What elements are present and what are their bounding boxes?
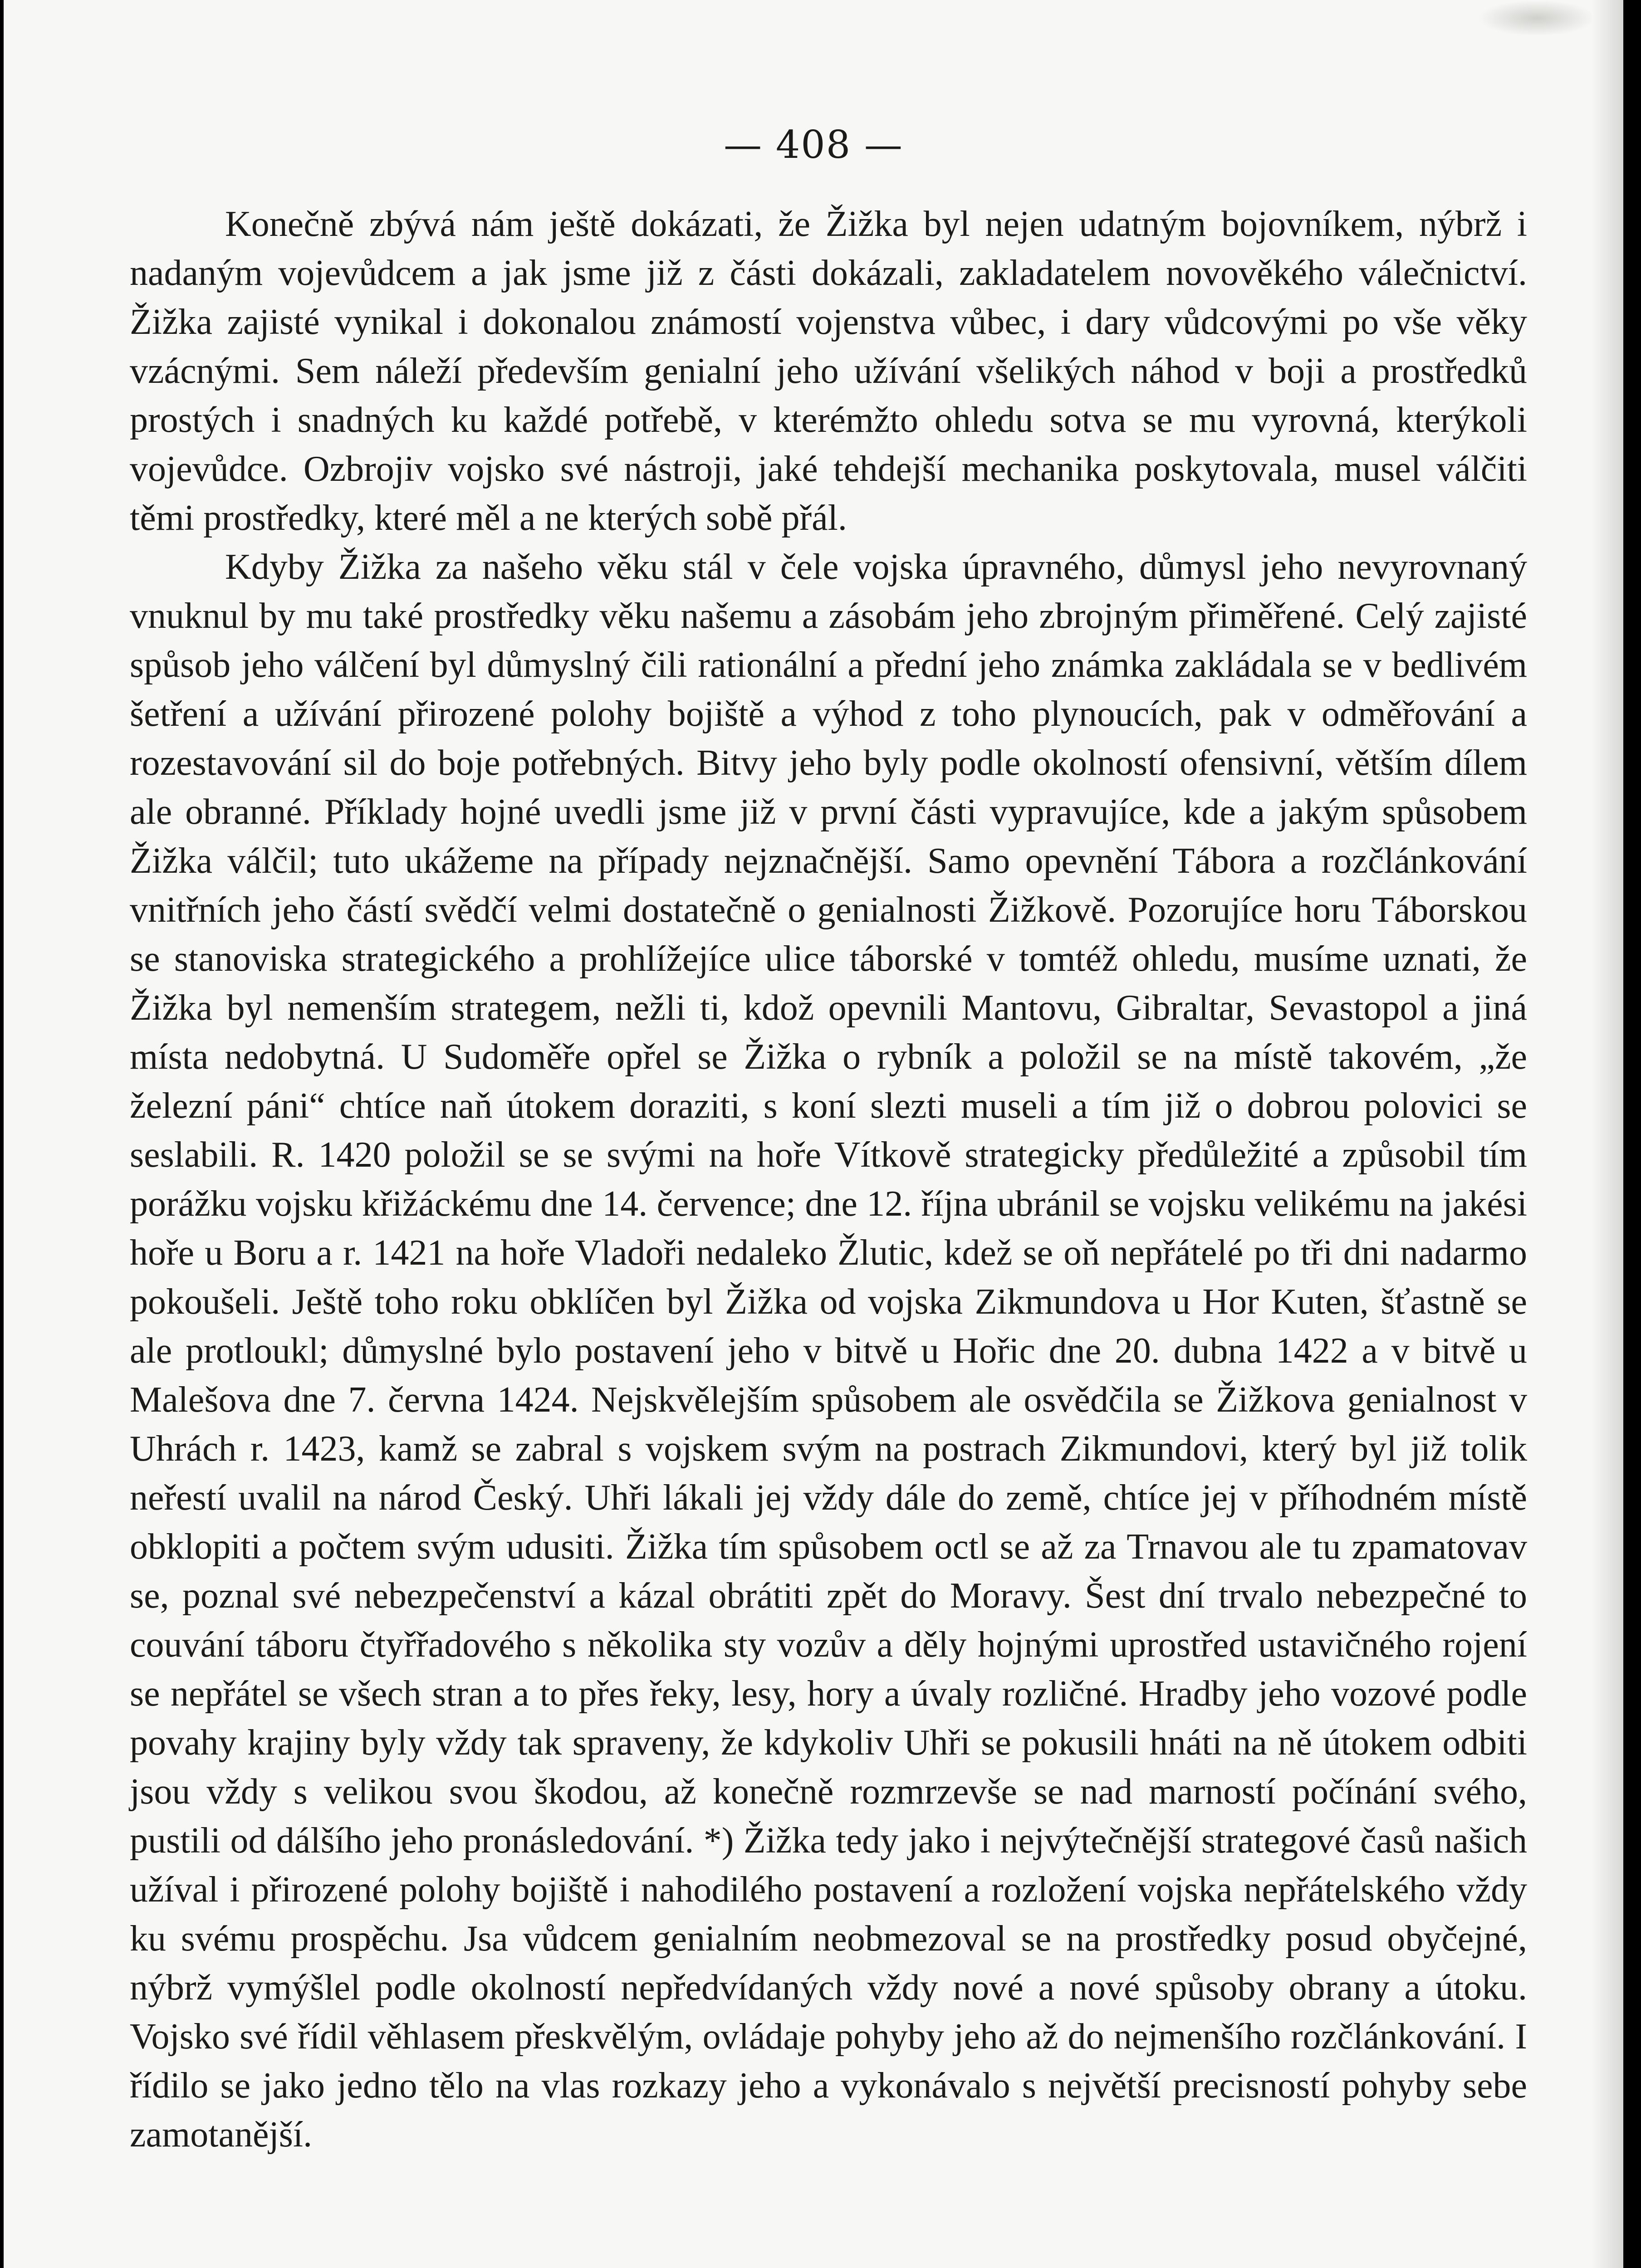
paragraph-2: Kdyby Žižka za našeho věku stál v čele vojska úpravného, důmysl jeho nevyrovnaný vnuknul by mu také prostředky věku našemu a zásobám jeho zbrojným přiměřené. Celý zajisté spůsob jeho válčení byl důmyslný čili rationální a přední jeho známka zakládala se v bedlivém šetření a užívání přirozené polohy bojiště a výhod z toho plynoucích, pak v odměřování a rozestavování sil do boje potřebných. Bitvy jeho byly podle okolností ofensivní, větším dílem ale obranné. Příklady hojné uvedli jsme již v první části vypravujíce, kde a jakým spůsobem Žižka válčil; tuto ukážeme na případy nejznačnější. Samo opevnění Tábora a rozčlánkování vnitřních jeho částí svědčí velmi dostatečně o genialnosti Žižkově. Pozorujíce horu Táborskou se stanoviska strategického a prohlížejíce ulice táborské v tomtéž ohledu, musíme uznati, že Žižka byl nemenším strategem, nežli ti, kdož opevnili Mantovu, Gibraltar, Sevastopol a jiná místa nedobytná. U Sudoměře opřel se Žižka o rybník a položil se na místě takovém, „že železní páni“ chtíce naň útokem doraziti, s koní slezti museli a tím již o dobrou polovici se seslabili. R. 1420 položil se se svými na hoře Vítkově strategicky předůležité a způsobil tím porážku vojsku křižáckému dne 14. července; dne 12. října ubránil se vojsku velikému na jakési hoře u Boru a r. 1421 na hoře Vladoři nedaleko Žlutic, kdež se oň nepřátelé po tři dni nadarmo pokoušeli. Ještě toho roku obklíčen byl Žižka od vojska Zikmundova u Hor Kuten, šťastně se ale protloukl; důmyslné bylo postavení jeho v bitvě u Hořic dne 20. dubna 1422 a v bitvě u Malešova dne 7. června 1424. Nejskvělejším spůsobem ale osvědčila se Žižkova genialnost v Uhrách r. 1423, kamž se zabral s vojskem svým na postrach Zikmundovi, který byl již tolik neřestí uvalil na národ Český. Uhři lákali jej vždy dále do země, chtíce jej v příhodném místě obklopiti a počtem svým udusiti. Žižka tím spůsobem octl se až za Trnavou ale tu zpamatovav se, poznal své nebezpečenství a kázal obrátiti zpět do Moravy. Šest dní trvalo nebezpečné to couvání táboru čtyřřadového s několika sty vozův a děly hojnými uprostřed ustavičného rojení se nepřátel se všech stran a to přes řeky, lesy, hory a úvaly rozličné. Hradby jeho vozové podle povahy krajiny byly vždy tak spraveny, že kdykoliv Uhři se pokusili hnáti na ně útokem odbiti jsou vždy s velikou svou škodou, až konečně rozmrzevše se nad marností počínání svého, pustili od dálšího jeho pronásledování. *) Žižka tedy jako i nejvýtečnější strategové časů našich užíval i přirozené polohy bojiště i nahodilého postavení a rozložení vojska nepřátelského vždy ku svému prospěchu. Jsa vůdcem genialním neobmezoval se na prostředky posud obyčejné, nýbrž vymýšlel podle okolností nepředvídaných vždy nové a nové spůsoby obrany a útoku. Vojsko své řídil věhlasem přeskvělým, ovládaje pohyby jeho až do nejmenšího rozčlánkování. I řídilo se jako jedno tělo na vlas rozkazy jeho a vykonávalo s největší precisností pohyby sebe zamotanější. <box>130 547 1527 2155</box>
page-edge-shadow <box>1592 0 1623 2268</box>
main-text <box>130 200 1527 2159</box>
scan-smudge <box>1478 0 1596 36</box>
paragraph-1: Konečně zbývá nám ještě dokázati, že Žižka byl nejen udatným bojovníkem, nýbrž i nadaným vojevůdcem a jak jsme již z části dokázali, zakladatelem novověkého válečnictví. Žižka zajisté vynikal i dokonalou známostí vojenstva vůbec, i dary vůdcovými po vše věky vzácnými. Sem náleží především genialní jeho užívání všelikých náhod v boji a prostředků prostých i snadných ku každé potřebě, v kterémžto ohledu sotva se mu vyrovná, kterýkoli vojevůdce. Ozbrojiv vojsko své nástroji, jaké tehdejší mechanika poskytovala, musel válčiti těmi prostředky, které měl a ne kterých sobě přál. <box>130 204 1527 538</box>
page-number: — 408 — <box>724 122 903 167</box>
book-page <box>4 0 1623 2268</box>
